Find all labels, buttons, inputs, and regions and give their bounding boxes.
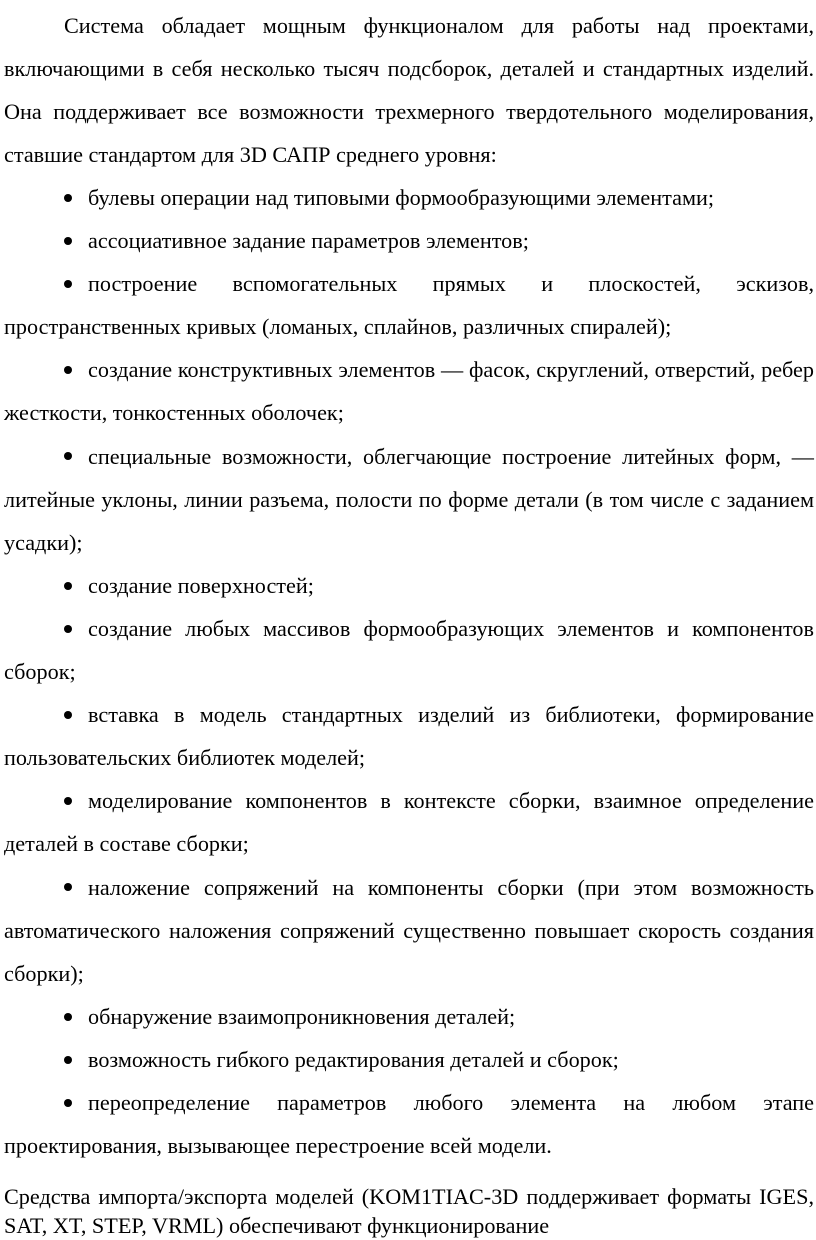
list-item-text: обнаружение взаимопроникновения деталей;: [88, 1003, 516, 1029]
list-item-text: ассоциативное задание параметров элементов;: [88, 228, 529, 254]
list-item: [4, 564, 814, 607]
bullet-icon: [64, 366, 72, 374]
list-item-text: возможность гибкого редактирования деталей и сборок;: [88, 1046, 619, 1072]
feature-list: [4, 176, 814, 1167]
list-item-text: создание любых массивов формообразующих элементов и компонентов сборок;: [4, 615, 814, 685]
list-item: [4, 219, 814, 262]
bullet-icon: [64, 280, 72, 288]
list-item: [4, 262, 814, 348]
list-item-text: построение вспомогательных прямых и плоскостей, эскизов, пространственных кривых (ломаных, сплайнов, различных спиралей);: [4, 271, 814, 340]
list-item-text: переопределение параметров любого элемента на любом этапе проектирования, вызывающее перестроение всей модели.: [4, 1089, 814, 1159]
bullet-icon: [64, 1013, 72, 1021]
list-item: [4, 435, 814, 564]
list-item: [4, 1081, 814, 1167]
list-item: [4, 348, 814, 434]
list-item: [4, 1038, 814, 1081]
list-item-text: создание конструктивных элементов — фасок, скруглений, отверстий, ребер жесткости, тонкостенных оболочек;: [4, 357, 814, 426]
list-item: [4, 995, 814, 1038]
bullet-icon: [64, 711, 72, 719]
list-item: [4, 607, 814, 693]
outro-paragraph: Средства импорта/экспорта моделей (KOM1TIAC-3D поддерживает форматы IGES, SAT, XT, STEP, VRML) обеспечивают функционирование: [4, 1184, 814, 1239]
list-item-text: наложение сопряжений на компоненты сборки (при этом возможность автоматического наложения сопряжений существенно повышает скорость создания сборки);: [4, 874, 814, 986]
list-item-text: моделирование компонентов в контексте сборки, взаимное определение деталей в составе сборки;: [4, 788, 814, 857]
bullet-icon: [64, 1099, 72, 1107]
bullet-icon: [64, 452, 72, 460]
list-item-text: создание поверхностей;: [88, 572, 314, 598]
list-item: [4, 693, 814, 779]
list-item-text: булевы операции над типовыми формообразующими элементами;: [88, 185, 715, 210]
bullet-icon: [64, 237, 72, 245]
list-item: [4, 866, 814, 995]
bullet-icon: [64, 194, 72, 202]
list-item-text: специальные возможности, облегчающие построение литейных форм, — литейные уклоны, линии разъема, полости по форме детали (в том числе с заданием усадки);: [4, 443, 814, 555]
bullet-icon: [64, 797, 72, 805]
bullet-icon: [64, 625, 72, 633]
bullet-icon: [64, 883, 72, 891]
bullet-icon: [64, 582, 72, 590]
list-item: [4, 779, 814, 865]
list-item-text: вставка в модель стандартных изделий из библиотеки, формирование пользовательских библиотек моделей;: [4, 702, 814, 771]
list-item: [4, 176, 814, 219]
bullet-icon: [64, 1056, 72, 1064]
intro-paragraph: Система обладает мощным функционалом для работы над проектами, включающими в себя несколько тысяч подсборок, деталей и стандартных изделий. Она поддерживает все возможности трехмерного твердотельного моделирования, ставшие стандартом для 3D САПР среднего уровня:: [4, 13, 814, 168]
